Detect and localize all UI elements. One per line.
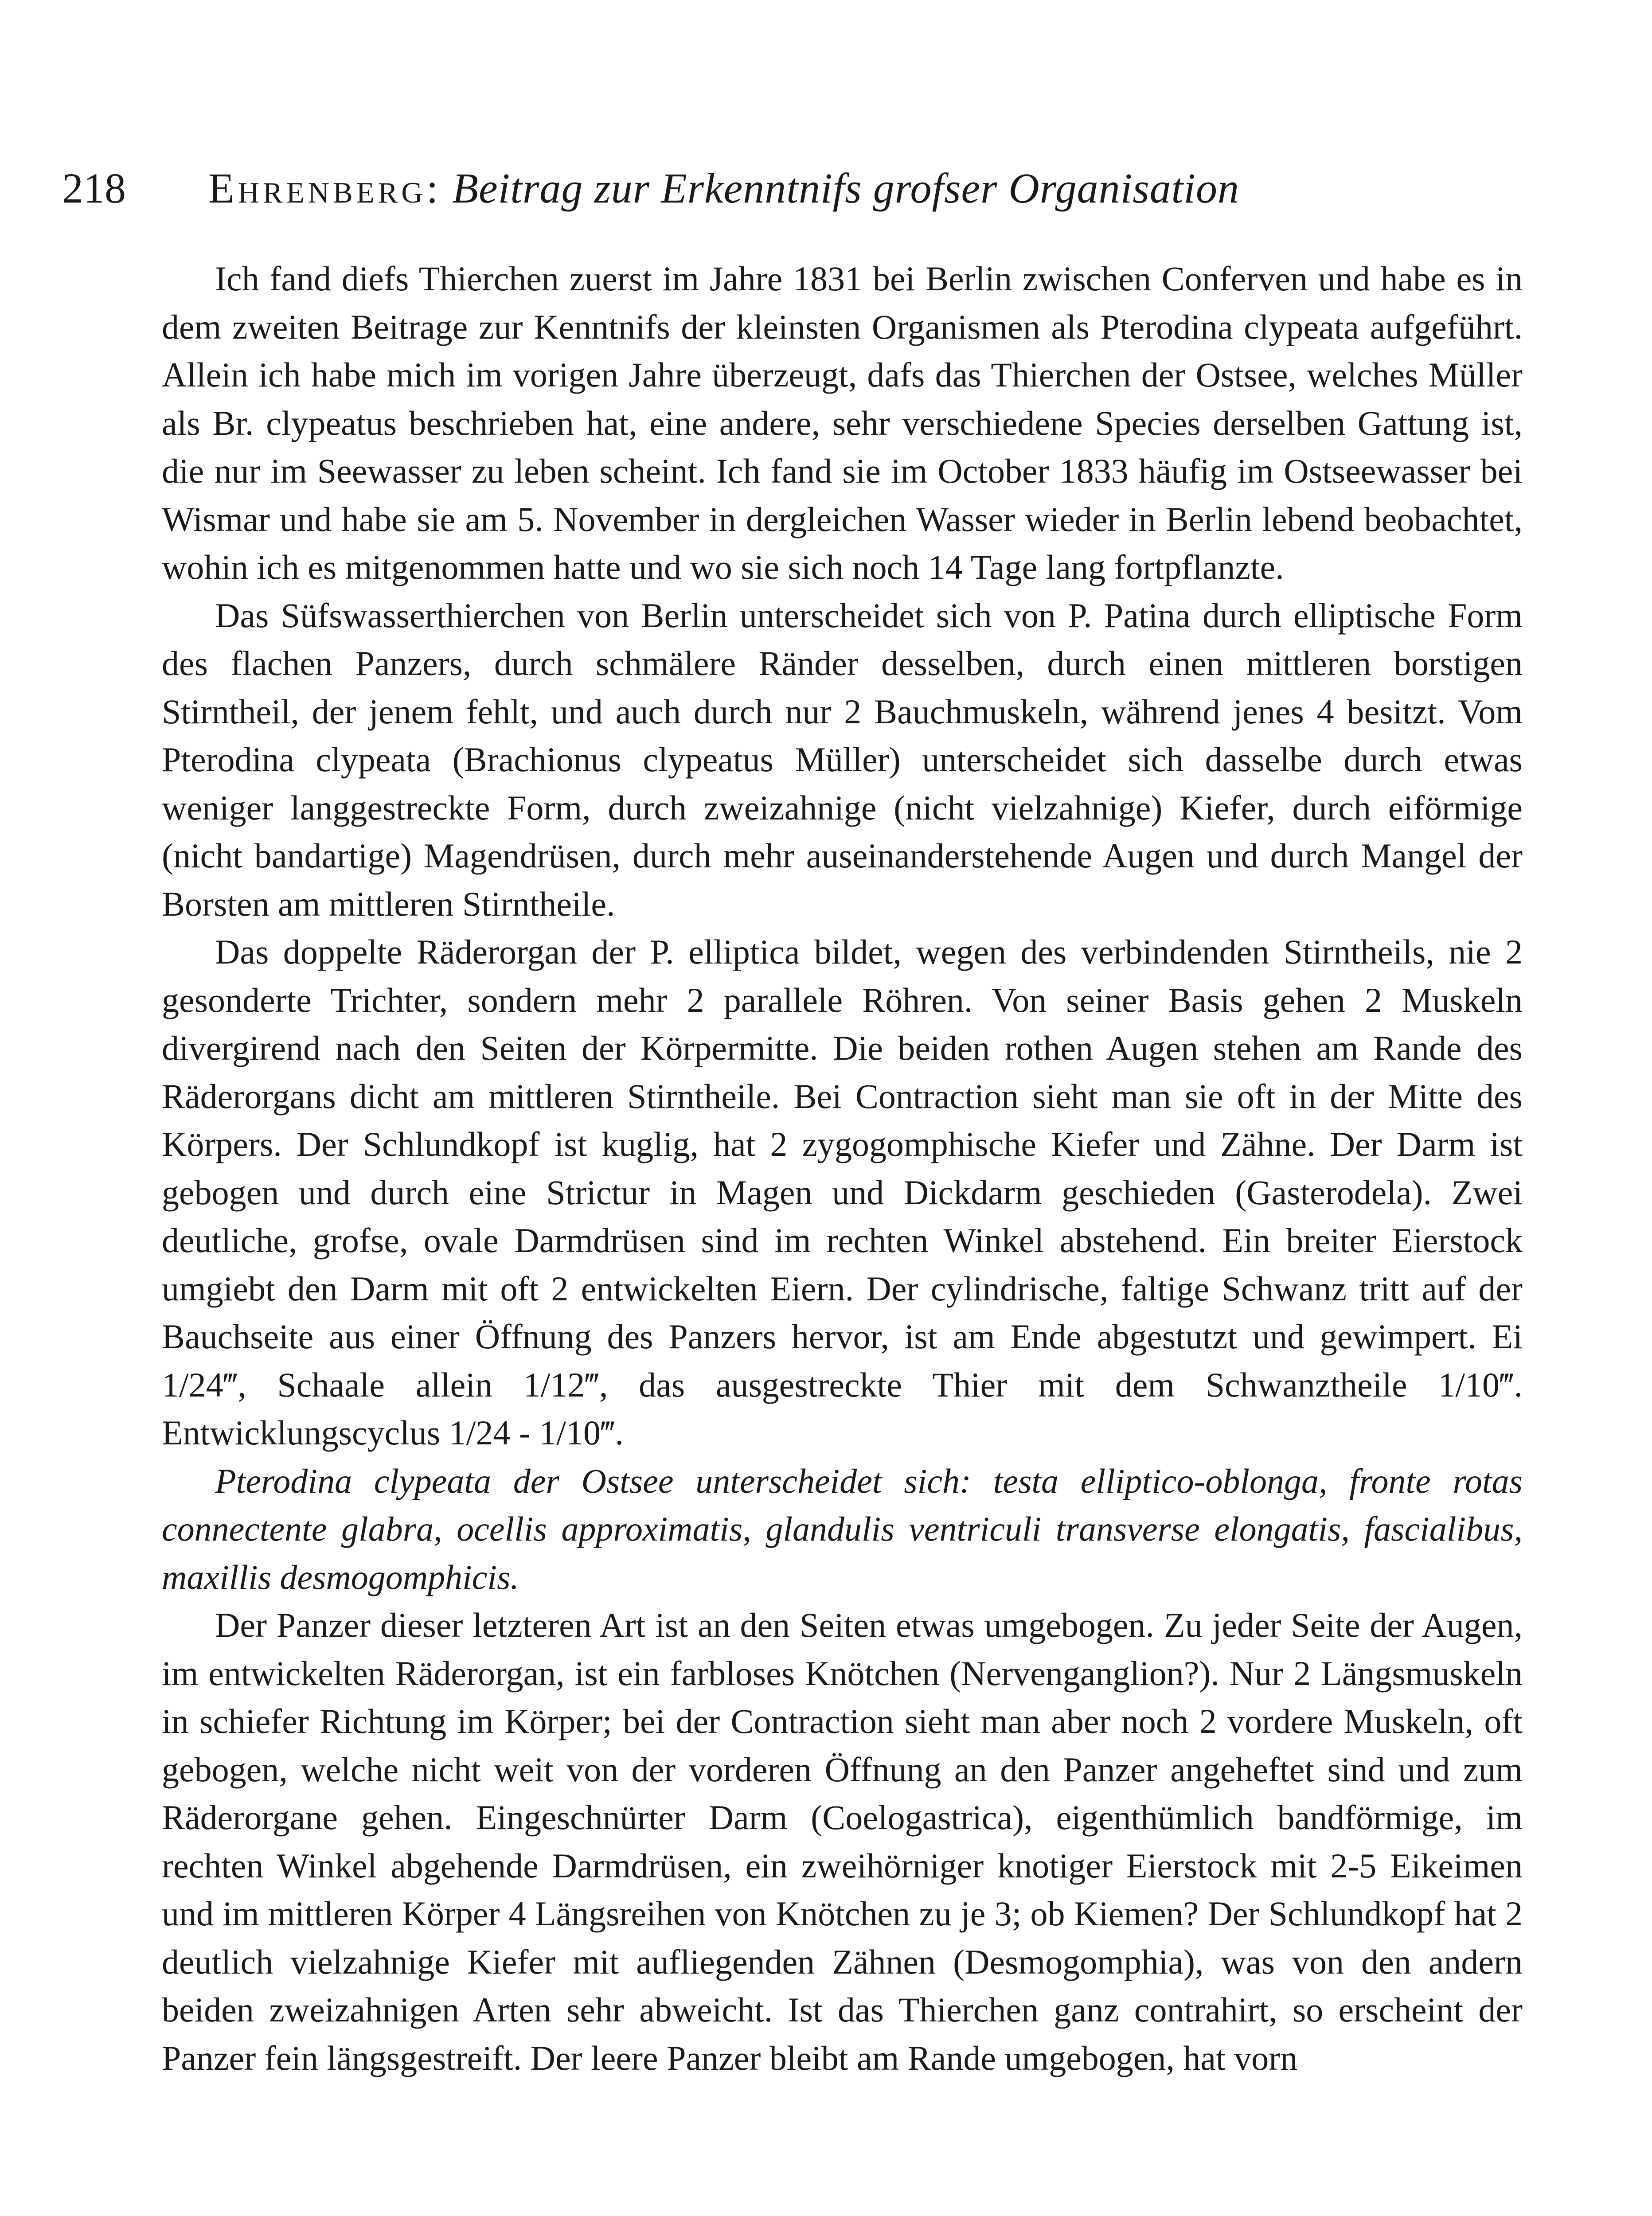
page-header (62, 162, 1396, 224)
running-head-author: Ehrenberg: (208, 164, 442, 212)
running-head (208, 162, 1239, 215)
paragraph-2: Das Süfswasserthierchen von Berlin unterscheidet sich von P. Patina durch elliptische Form des flachen Panzers, durch schmälere Ränder desselben, durch einen mittleren borstigen Stirntheil, der jenem fehlt, und auch durch nur 2 Bauchmuskeln, während jenes 4 besitzt. Vom Pterodina clypeata (Brachionus clypeatus Müller) unterscheidet sich dasselbe durch etwas weniger langgestreckte Form, durch zweizahnige (nicht vielzahnige) Kiefer, durch eiförmige (nicht bandartige) Magendrüsen, durch mehr auseinanderstehende Augen und durch Mangel der Borsten am mittleren Stirntheile. (162, 596, 1523, 923)
running-head-title: Beitrag zur Erkenntnifs grofser Organisation (452, 164, 1239, 212)
page-number: 218 (62, 164, 126, 212)
paragraph-4-latin-diagnosis: Pterodina clypeata der Ostsee unterscheidet sich: testa elliptico-oblonga, fronte rotas connectente glabra, ocellis approximatis, glandulis ventriculi transverse elongatis, fascialibus, maxillis desmogomphicis. (162, 1461, 1523, 1596)
paragraph-1: Ich fand diefs Thierchen zuerst im Jahre 1831 bei Berlin zwischen Conferven und habe es in dem zweiten Beitrage zur Kenntnifs der kleinsten Organismen als Pterodina clypeata aufgeführt. Allein ich habe mich im vorigen Jahre überzeugt, dafs das Thierchen der Ostsee, welches Müller als Br. clypeatus beschrieben hat, eine andere, sehr verschiedene Species derselben Gattung ist, die nur im Seewasser zu leben scheint. Ich fand sie im October 1833 häufig im Ostseewasser bei Wismar und habe sie am 5. November in dergleichen Wasser wieder in Berlin lebend beobachtet, wohin ich es mitgenommen hatte und wo sie sich noch 14 Tage lang fortpflanzte. (162, 259, 1523, 586)
paragraph-5: Der Panzer dieser letzteren Art ist an den Seiten etwas umgebogen. Zu jeder Seite der Augen, im entwickelten Räderorgan, ist ein farbloses Knötchen (Nervenganglion?). Nur 2 Längsmuskeln in schiefer Richtung im Körper; bei der Contraction sieht man aber noch 2 vordere Muskeln, oft gebogen, welche nicht weit von der vorderen Öffnung an den Panzer angeheftet sind und zum Räderorgane gehen. Eingeschnürter Darm (Coelogastrica), eigenthümlich bandförmige, im rechten Winkel abgehende Darmdrüsen, ein zweihörniger knotiger Eierstock mit 2-5 Eikeimen und im mittleren Körper 4 Längsreihen von Knötchen zu je 3; ob Kiemen? Der Schlundkopf hat 2 deutlich vielzahnige Kiefer mit aufliegenden Zähnen (Desmogomphia), was von den andern beiden zweizahnigen Arten sehr abweicht. Ist das Thierchen ganz contrahirt, so erscheint der Panzer fein längsgestreift. Der leere Panzer bleibt am Rande umgebogen, hat vorn (162, 1606, 1523, 2077)
body-text (162, 255, 1523, 2082)
paragraph-3: Das doppelte Räderorgan der P. elliptica bildet, wegen des verbindenden Stirntheils, nie 2 gesonderte Trichter, sondern mehr 2 parallele Röhren. Von seiner Basis gehen 2 Muskeln divergirend nach den Seiten der Körpermitte. Die beiden rothen Augen stehen am Rande des Räderorgans dicht am mittleren Stirntheile. Bei Contraction sieht man sie oft in der Mitte des Körpers. Der Schlundkopf ist kuglig, hat 2 zygogomphische Kiefer und Zähne. Der Darm ist gebogen und durch eine Strictur in Magen und Dickdarm geschieden (Gasterodela). Zwei deutliche, grofse, ovale Darmdrüsen sind im rechten Winkel abstehend. Ein breiter Eierstock umgiebt den Darm mit oft 2 entwickelten Eiern. Der cylindrische, faltige Schwanz tritt auf der Bauchseite aus einer Öffnung des Panzers hervor, ist am Ende abgestutzt und gewimpert. Ei 1/24‴, Schaale allein 1/12‴, das ausgestreckte Thier mit dem Schwanztheile 1/10‴. Entwicklungscyclus 1/24 - 1/10‴. (162, 932, 1523, 1452)
